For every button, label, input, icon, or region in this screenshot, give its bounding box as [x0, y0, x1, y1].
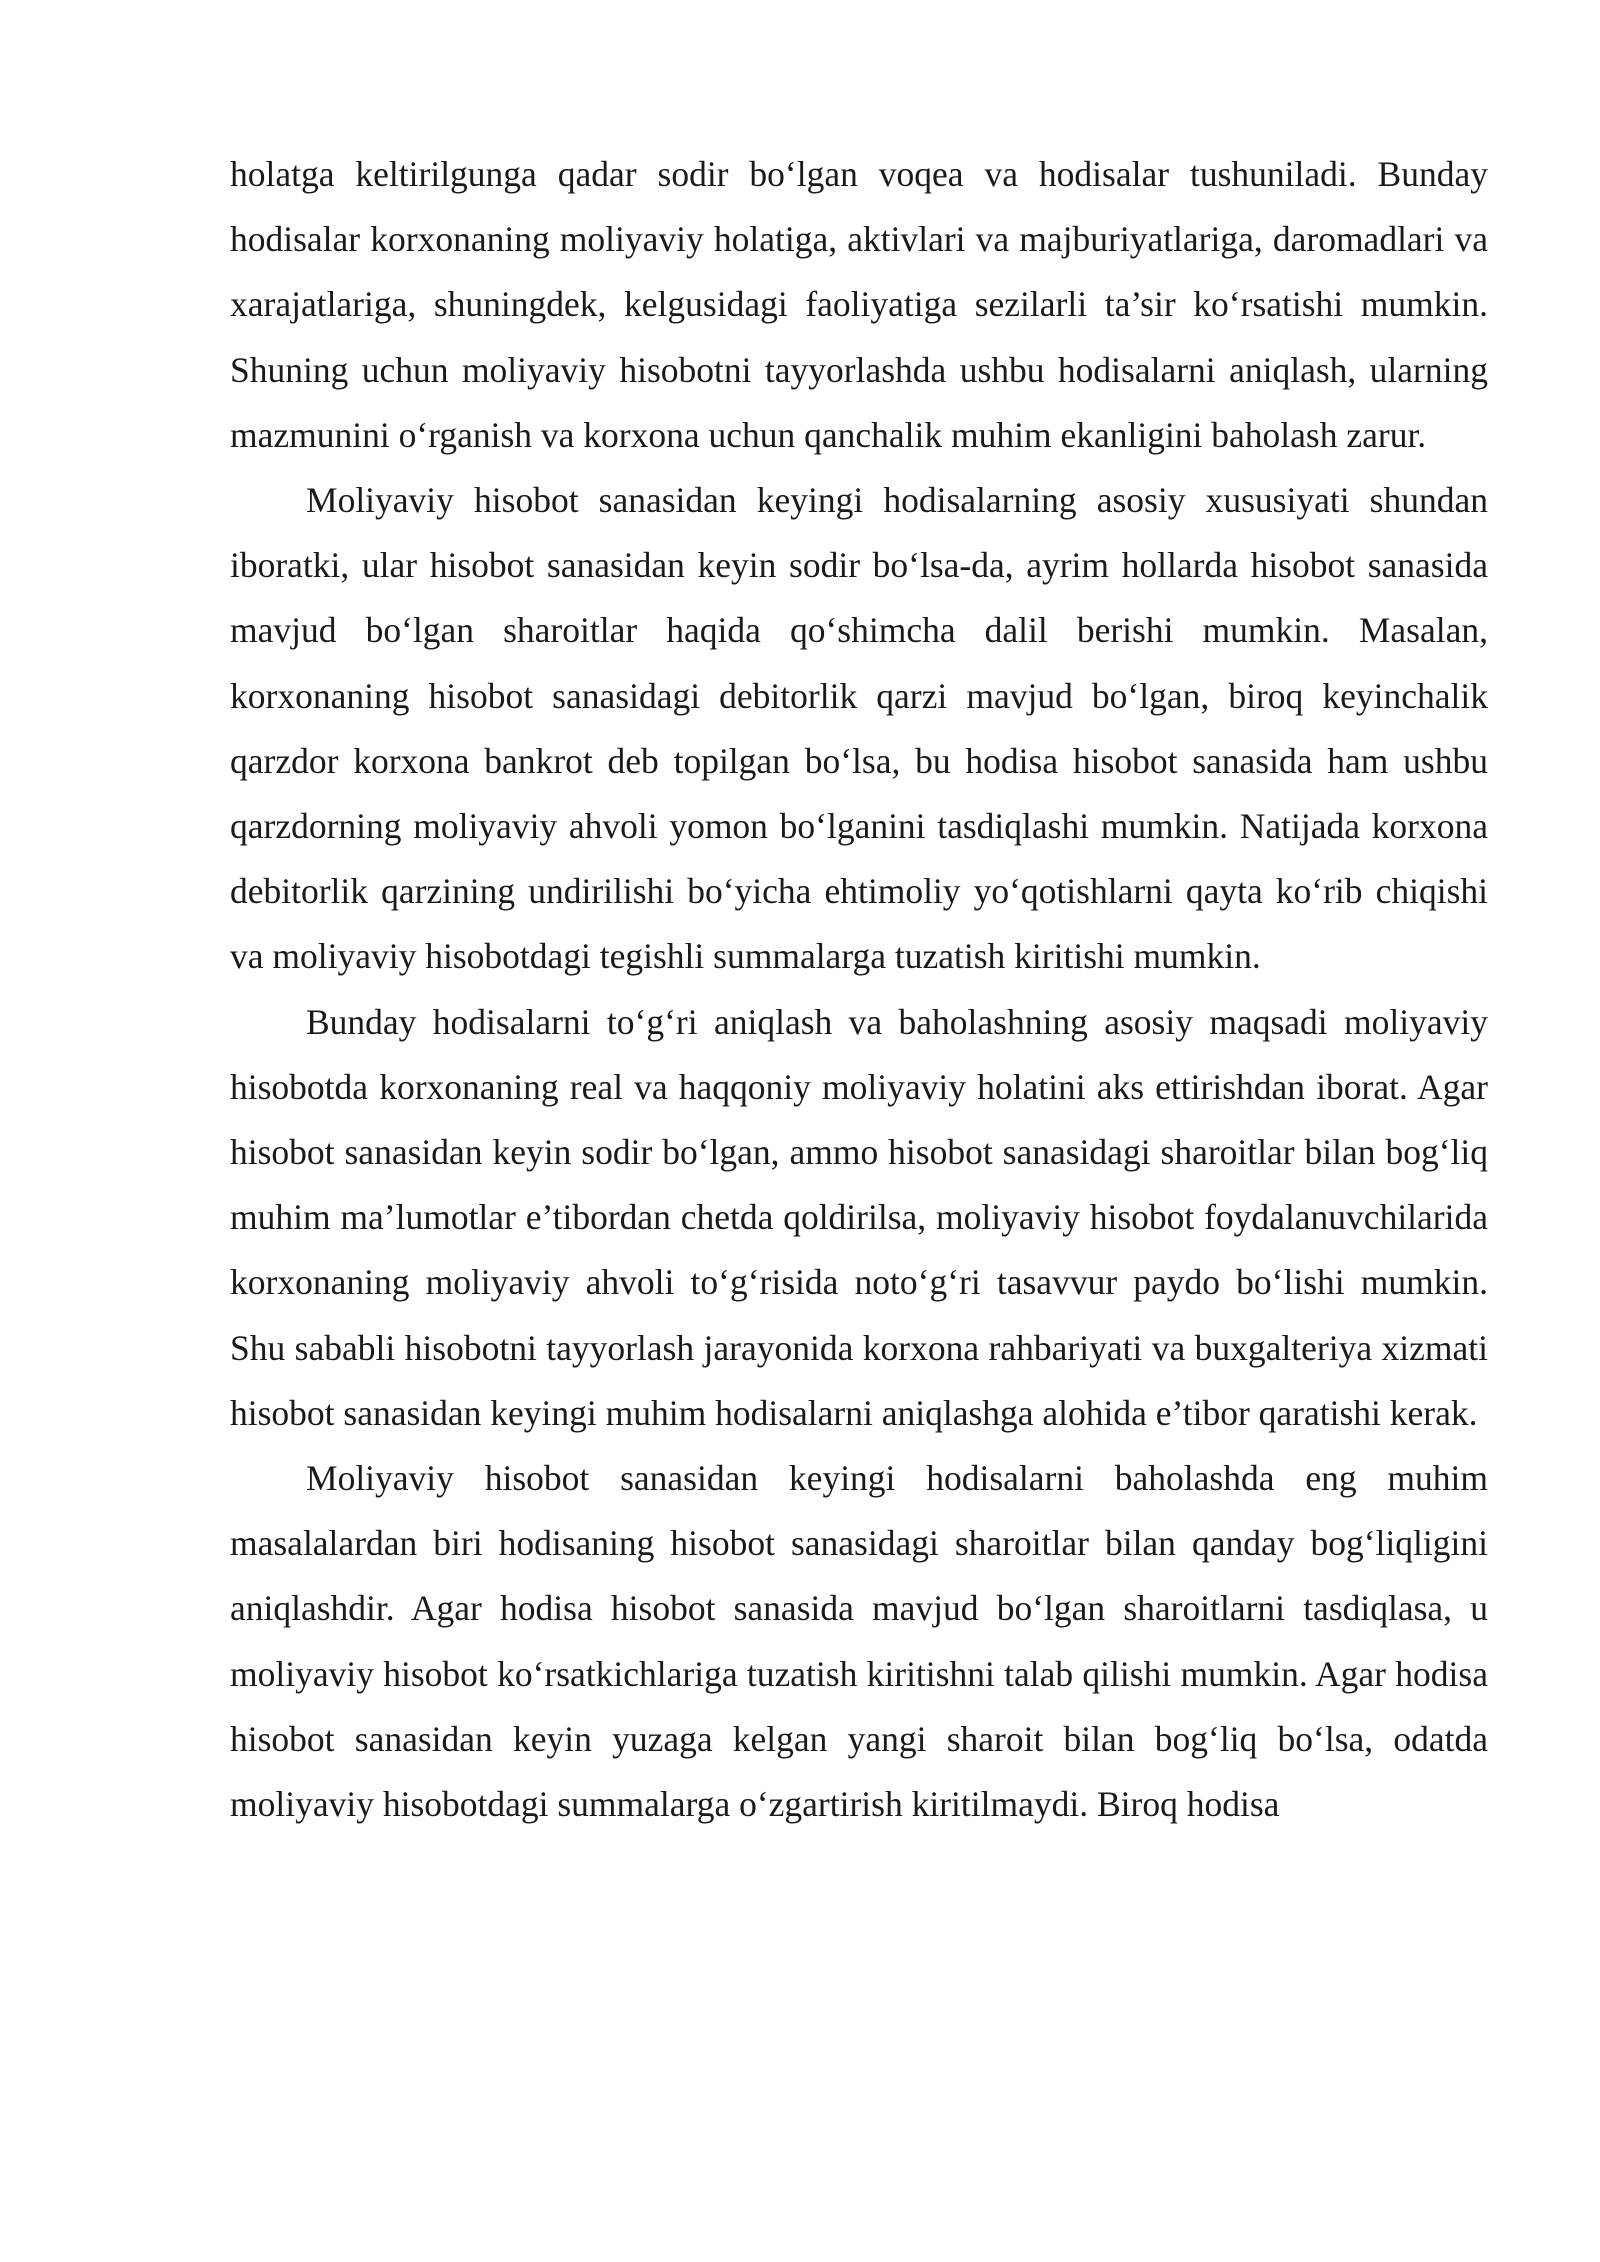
paragraph-1: holatga keltirilgunga qadar sodir bo‘lgan voqea va hodisalar tushuniladi. Bunday hodisalar korxonaning moliyaviy holatiga, aktivlari va majburiyatlariga, daromadlari va xarajatlariga, shuningdek, kelgusidagi faoliyatiga sezilarli ta’sir ko‘rsatishi mumkin. Shuning uchun moliyaviy hisobotni tayyorlashda ushbu hodisalarni aniqlash, ularning mazmunini o‘rganish va korxona uchun qanchalik muhim ekanligini baholash zarur.	[230, 154, 1488, 455]
body-text	[230, 142, 1488, 1837]
paragraph-3: Bunday hodisalarni to‘g‘ri aniqlash va baholashning asosiy maqsadi moliyaviy hisobotda korxonaning real va haqqoniy moliyaviy holatini aks ettirishdan iborat. Agar hisobot sanasidan keyin sodir bo‘lgan, ammo hisobot sanasidagi sharoitlar bilan bog‘liq muhim ma’lumotlar e’tibordan chetda qoldirilsa, moliyaviy hisobot foydalanuvchilarida korxonaning moliyaviy ahvoli to‘g‘risida noto‘g‘ri tasavvur paydo bo‘lishi mumkin. Shu sababli hisobotni tayyorlash jarayonida korxona rahbariyati va buxgalteriya xizmati hisobot sanasidan keyingi muhim hodisalarni aniqlashga alohida e’tibor qaratishi kerak.	[230, 1001, 1488, 1433]
paragraph-4: Moliyaviy hisobot sanasidan keyingi hodisalarni baholashda eng muhim masalalardan biri hodisaning hisobot sanasidagi sharoitlar bilan qanday bog‘liqligini aniqlashdir. Agar hodisa hisobot sanasida mavjud bo‘lgan sharoitlarni tasdiqlasa, u moliyaviy hisobot ko‘rsatkichlariga tuzatish kiritishni talab qilishi mumkin. Agar hodisa hisobot sanasidan keyin yuzaga kelgan yangi sharoit bilan bog‘liq bo‘lsa, odatda moliyaviy hisobotdagi summalarga o‘zgartirish kiritilmaydi. Biroq hodisa	[230, 1458, 1488, 1825]
paragraph-2: Moliyaviy hisobot sanasidan keyingi hodisalarning asosiy xususiyati shundan iboratki, ular hisobot sanasidan keyin sodir bo‘lsa-da, ayrim hollarda hisobot sanasida mavjud bo‘lgan sharoitlar haqida qo‘shimcha dalil berishi mumkin. Masalan, korxonaning hisobot sanasidagi debitorlik qarzi mavjud bo‘lgan, biroq keyinchalik qarzdor korxona bankrot deb topilgan bo‘lsa, bu hodisa hisobot sanasida ham ushbu qarzdorning moliyaviy ahvoli yomon bo‘lganini tasdiqlashi mumkin. Natijada korxona debitorlik qarzining undirilishi bo‘yicha ehtimoliy yo‘qotishlarni qayta ko‘rib chiqishi va moliyaviy hisobotdagi tegishli summalarga tuzatish kiritishi mumkin.	[230, 480, 1488, 977]
